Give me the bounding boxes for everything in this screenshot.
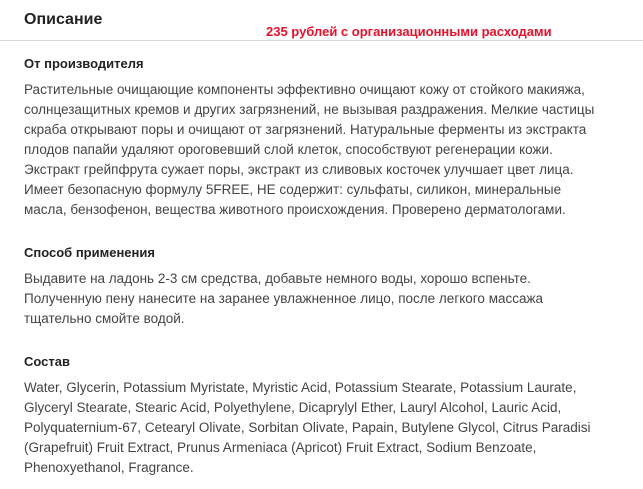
section-heading-manufacturer: От производителя	[24, 56, 144, 71]
text-line: Polyquaternium-67, Cetearyl Olivate, Sorbitan Olivate, Papain, Butylene Glycol, Citrus Paradisi	[24, 420, 591, 435]
text-line: Имеет безопасную формулу 5FREE, НЕ содержит: сульфаты, силикон, минеральные	[24, 182, 562, 197]
section-heading-composition: Состав	[24, 354, 70, 369]
text-line: Phenoxyethanol, Fragrance.	[24, 460, 194, 475]
section-usage	[24, 245, 636, 329]
section-text-composition	[24, 378, 636, 478]
title-divider	[0, 40, 643, 41]
section-composition	[24, 354, 636, 478]
text-line: плодов папайи удаляют ороговевший слой клеток, способствуют регенерации кожи.	[24, 142, 553, 157]
text-line: Glyceryl Stearate, Stearic Acid, Polyethylene, Dicaprylyl Ether, Lauryl Alcohol, Lauric Acid,	[24, 400, 562, 415]
text-line: скраба открывают поры и очищают от загрязнений. Натуральные ферменты из экстракта	[24, 122, 587, 137]
text-line: Экстракт грейпфрута сужает поры, экстракт из сливовых косточек улучшает цвет лица.	[24, 162, 574, 177]
section-text-manufacturer	[24, 80, 636, 220]
text-line: солнцезащитных кремов и других загрязнений, не вызывая раздражения. Мелкие частицы	[24, 102, 595, 117]
section-manufacturer	[24, 56, 636, 220]
text-line: масла, бензофенон, вещества животного происхождения. Проверено дерматологами.	[24, 202, 566, 217]
section-text-usage	[24, 269, 636, 329]
text-line: тщательно смойте водой.	[24, 311, 185, 326]
text-line: Растительные очищающие компоненты эффективно очищают кожу от стойкого макияжа,	[24, 82, 585, 97]
section-heading-usage: Способ применения	[24, 245, 155, 260]
promo-price-note: 235 рублей с организационными расходами	[266, 24, 552, 39]
text-line: Выдавите на ладонь 2-3 см средства, добавьте немного воды, хорошо вспеньте.	[24, 271, 531, 286]
text-line: (Grapefruit) Fruit Extract, Prunus Armeniaca (Apricot) Fruit Extract, Sodium Benzoate,	[24, 440, 537, 455]
page-title: Описание	[24, 11, 103, 28]
text-line: Полученную пену нанесите на заранее увлажненное лицо, после легкого массажа	[24, 291, 544, 306]
text-line: Water, Glycerin, Potassium Myristate, Myristic Acid, Potassium Stearate, Potassium Laurate,	[24, 380, 577, 395]
